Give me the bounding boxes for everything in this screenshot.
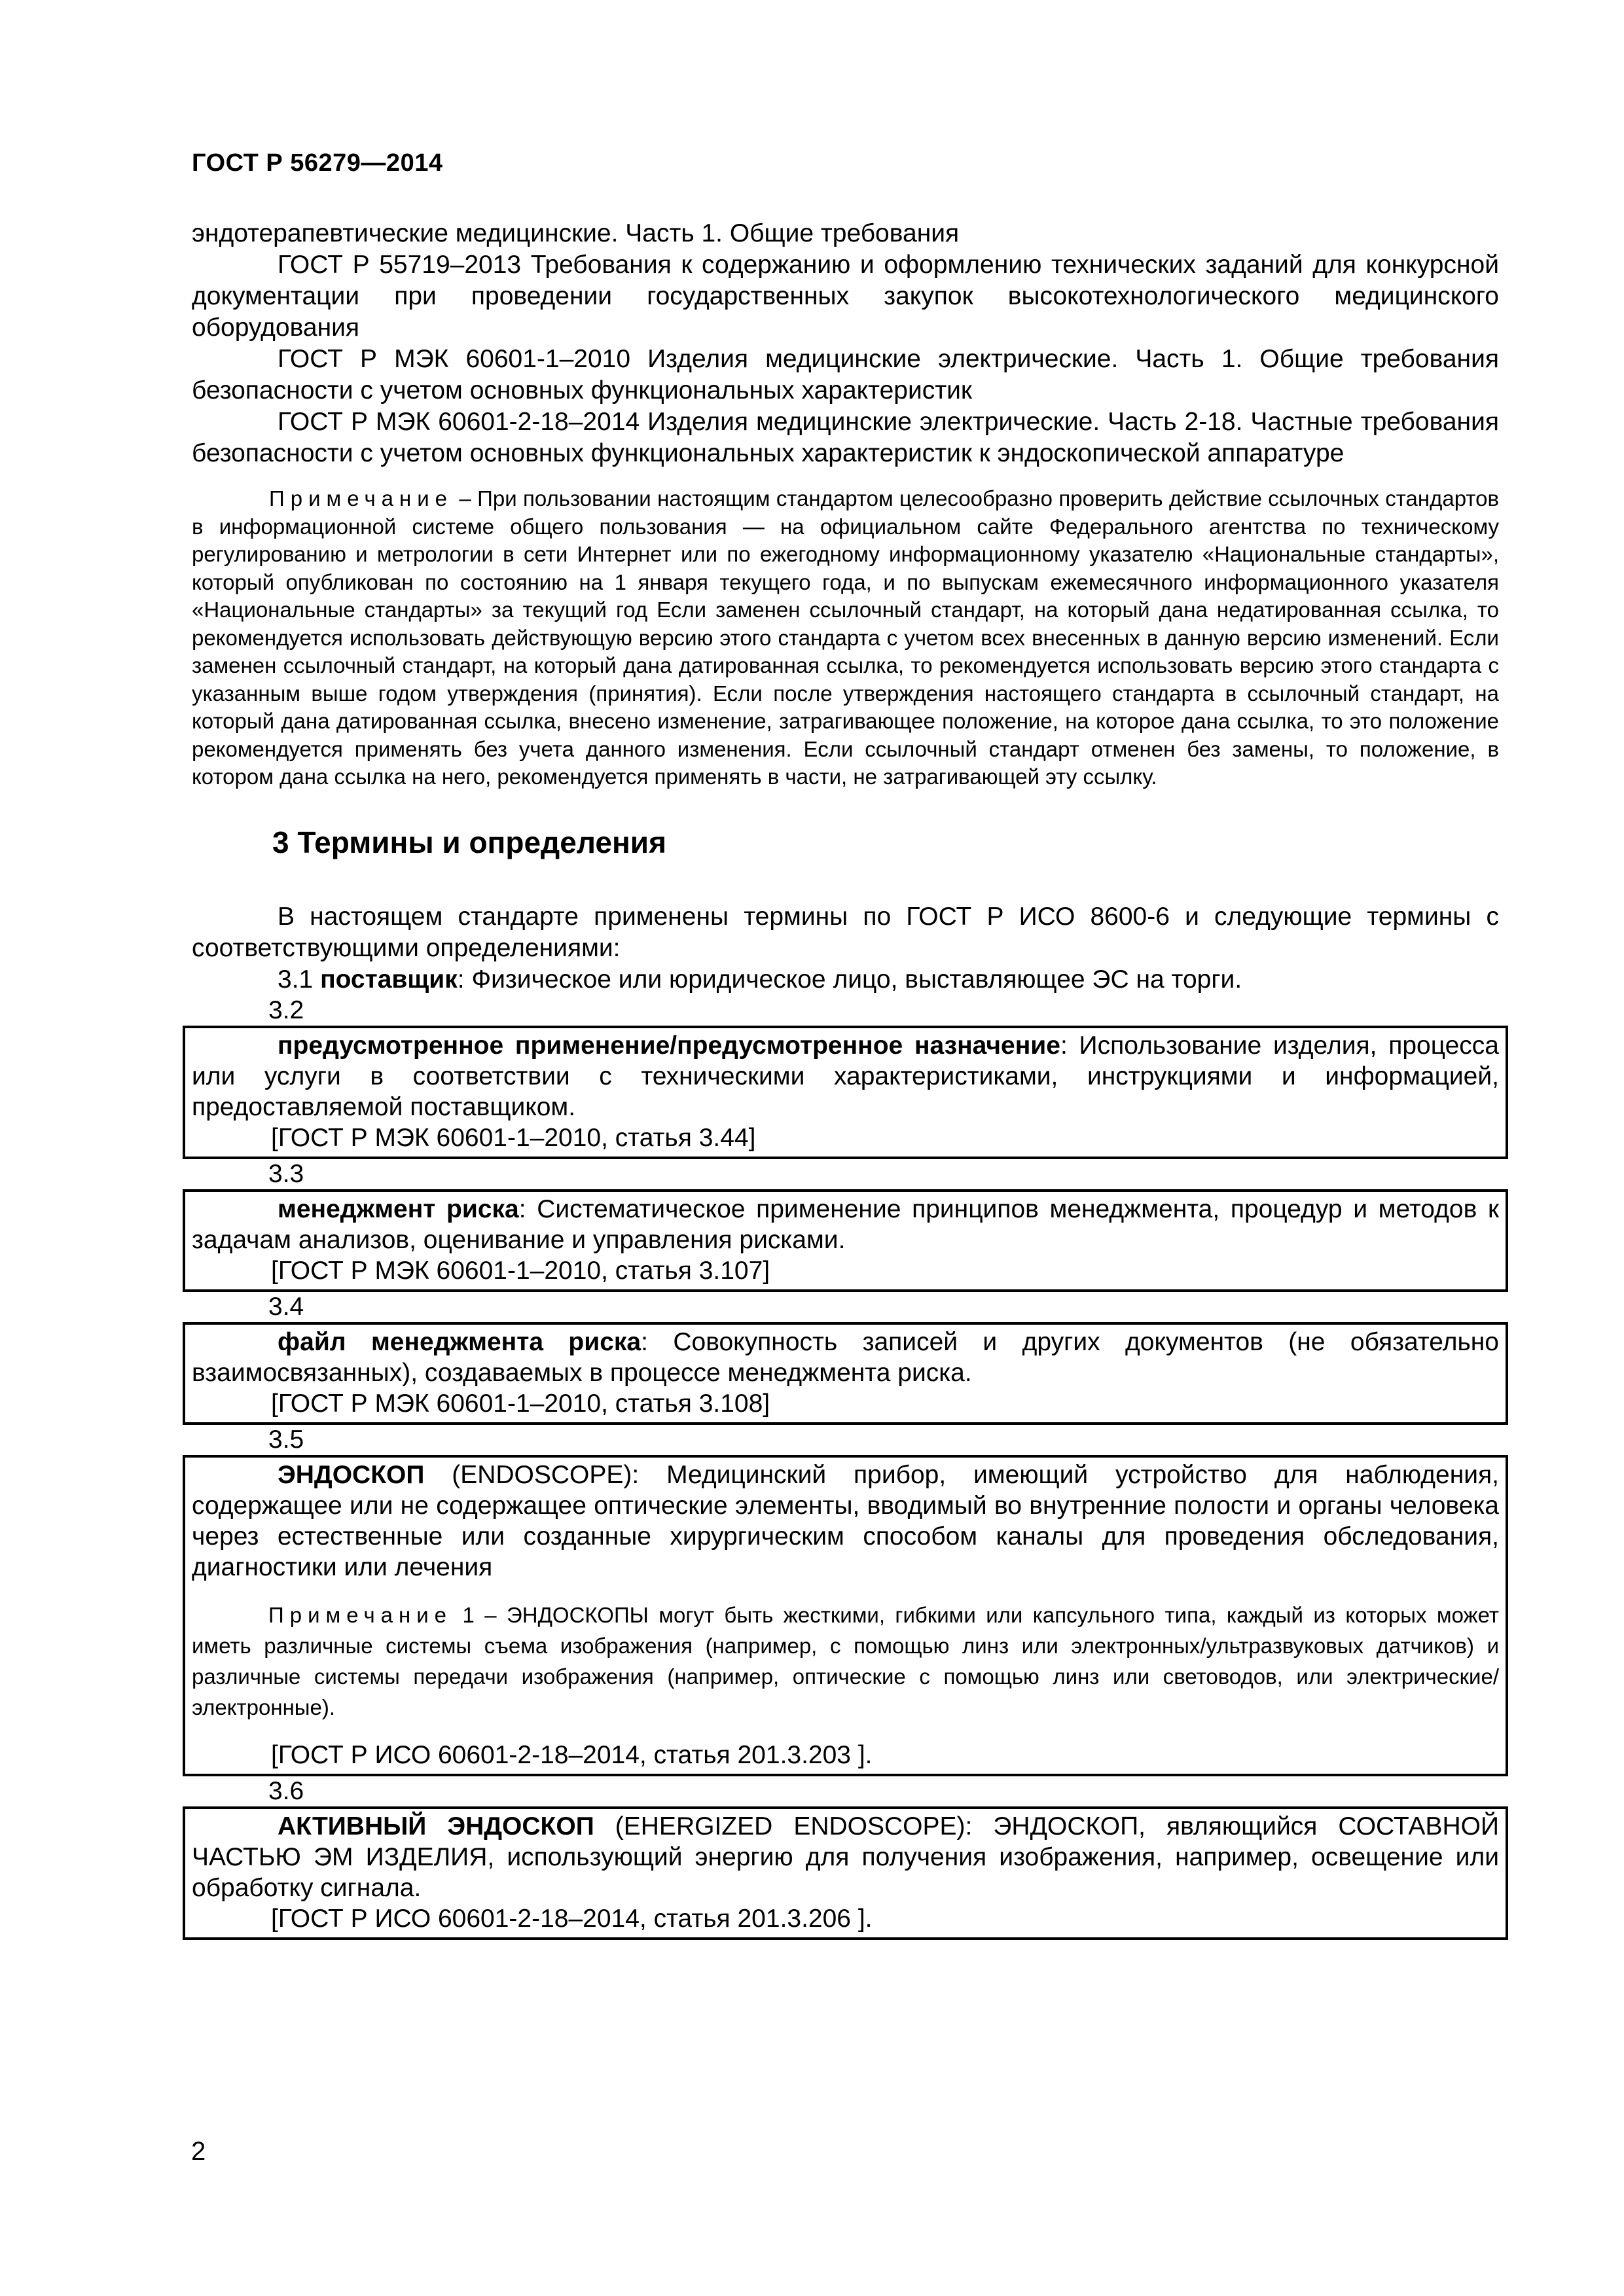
term-name: менеджмент риска (278, 1194, 519, 1223)
term-source: [ГОСТ Р МЭК 60601-1–2010, статья 3.44] (271, 1123, 756, 1152)
note-references (192, 485, 1499, 791)
term-box-3-4 (183, 1322, 1508, 1425)
term-name: ЭНДОСКОП (278, 1460, 425, 1489)
note-label: Примечание (268, 1602, 453, 1627)
term-number-3-6: 3.6 (268, 1776, 304, 1805)
term-number-3-3: 3.3 (268, 1159, 304, 1188)
term-box-3-5 (183, 1455, 1508, 1776)
term-number-3-4: 3.4 (268, 1292, 304, 1321)
term-number-3-5: 3.5 (268, 1425, 304, 1454)
term-3-3 (192, 1194, 1499, 1255)
page-content (192, 218, 1499, 1940)
ref-gost-55719: ГОСТ Р 55719–2013 Требования к содержанию и оформлению технических заданий для конкурсной документации при проведении государственных закупок высокотехнологического медицинского оборудования (192, 251, 1499, 342)
term-definition: (EHERGIZED ENDOSCOPE): ЭНДОСКОП, являющийся СОСТАВНОЙ ЧАСТЬЮ ЭМ ИЗДЕЛИЯ, использующий энергию для получения изображения, например, освещение или обработку сигнала. (192, 1812, 1499, 1902)
ref-gost-iec-60601-1: ГОСТ Р МЭК 60601-1–2010 Изделия медицинские электрические. Часть 1. Общие требования безопасности с учетом основных функциональных характеристик (192, 345, 1499, 404)
note-text: 1 – ЭНДОСКОПЫ могут быть жесткими, гибкими или капсульного типа, каждый из которых может иметь различные системы съема изображения (например, с помощью линз или электронных/ультразвуковых датчиков) и различные системы передачи изображения (например, оптические с помощью линз или световодов, или электрические/электронные). (192, 1602, 1499, 1719)
term-source: [ГОСТ Р МЭК 60601-1–2010, статья 3.107] (271, 1256, 770, 1285)
section-3-intro: В настоящем стандарте применены термины по ГОСТ Р ИСО 8600-6 и следующие термины с соответствующими определениями: (192, 902, 1499, 962)
term-definition: : Систематическое применение принципов менеджмента, процедур и методов к задачам анализов, оценивание и управления рисками. (192, 1194, 1500, 1254)
term-box-3-2 (183, 1026, 1508, 1159)
term-name: файл менеджмента риска (278, 1327, 641, 1356)
term-definition: : Физическое или юридическое лицо, выставляющее ЭС на торги. (457, 965, 1242, 994)
term-number-3-2: 3.2 (268, 996, 304, 1024)
note-text: – При пользовании настоящим стандартом целесообразно проверить действие ссылочных стандартов в информационной системе общего пользования — на официальном сайте Федерального агентства по техническому регулированию и метрологии в сети Интернет или по ежегодному информационному указателю «Национальные стандарты», который опубликован по состоянию на 1 января текущего года, и по выпускам ежемесячного информационного указателя «Национальные стандарты» за текущий год Если заменен ссылочный стандарт, на который дана недатированная ссылка, то рекомендуется использовать действующую версию этого стандарта с учетом всех внесенных в данную версию изменений. Если заменен ссылочный стандарт, на который дана датированная ссылка, то рекомендуется использовать версию этого стандарта с указанным выше годом утверждения (принятия). Если после утверждения настоящего стандарта в ссылочный стандарт, на который дана датированная ссылка, внесено изменение, затрагивающее положение, на которое дана ссылка, то это положение рекомендуется применять без учета данного изменения. Если ссылочный стандарт отменен без замены, то положение, в котором дана ссылка на него, рекомендуется применять в части, не затрагивающей эту ссылку. (192, 486, 1499, 789)
term-definition: (ENDOSCOPE): Медицинский прибор, имеющий устройство для наблюдения, содержащее или не содержащее оптические элементы, вводимый во внутренние полости и органы человека через естественные или созданные хирургическим способом каналы для проведения обследования, диагностики или лечения (192, 1460, 1499, 1581)
page-header-standard-code: ГОСТ Р 56279—2014 (192, 149, 443, 177)
ref-gost-iec-60601-2-18: ГОСТ Р МЭК 60601-2-18–2014 Изделия медицинские электрические. Часть 2-18. Частные требования безопасности с учетом основных функциональных характеристик к эндоскопической аппаратуре (192, 408, 1499, 467)
term-3-4 (192, 1327, 1499, 1388)
term-source: [ГОСТ Р ИСО 60601-2-18–2014, статья 201.3.203 ]. (271, 1740, 873, 1769)
term-definition: : Использование изделия, процесса или услуги в соответствии с техническими характеристиками, инструкциями и информацией, предоставляемой поставщиком. (192, 1031, 1499, 1121)
term-3-5 (192, 1460, 1499, 1583)
term-name: АКТИВНЫЙ ЭНДОСКОП (278, 1812, 594, 1840)
term-name: поставщик (320, 965, 458, 994)
term-note (192, 1600, 1499, 1723)
term-source: [ГОСТ Р МЭК 60601-1–2010, статья 3.108] (271, 1389, 770, 1418)
term-source: [ГОСТ Р ИСО 60601-2-18–2014, статья 201.3.206 ]. (271, 1904, 873, 1933)
term-definition: : Совокупность записей и других документов (не обязательно взаимосвязанных), создаваемых в процессе менеджмента риска. (192, 1327, 1500, 1387)
term-box-3-3 (183, 1189, 1508, 1292)
note-label: Примечание (269, 486, 454, 511)
term-3-1 (192, 964, 1499, 996)
page-number: 2 (191, 2137, 206, 2166)
term-box-3-6 (183, 1806, 1508, 1940)
term-3-6 (192, 1811, 1499, 1903)
term-3-2 (192, 1030, 1499, 1122)
term-number: 3.1 (278, 965, 321, 994)
term-name: предусмотренное применение/предусмотренное назначение (278, 1031, 1060, 1060)
ref-continuation: эндотерапевтические медицинские. Часть 1. Общие требования (192, 219, 960, 247)
section-3-heading: 3 Термины и определения (272, 825, 666, 859)
